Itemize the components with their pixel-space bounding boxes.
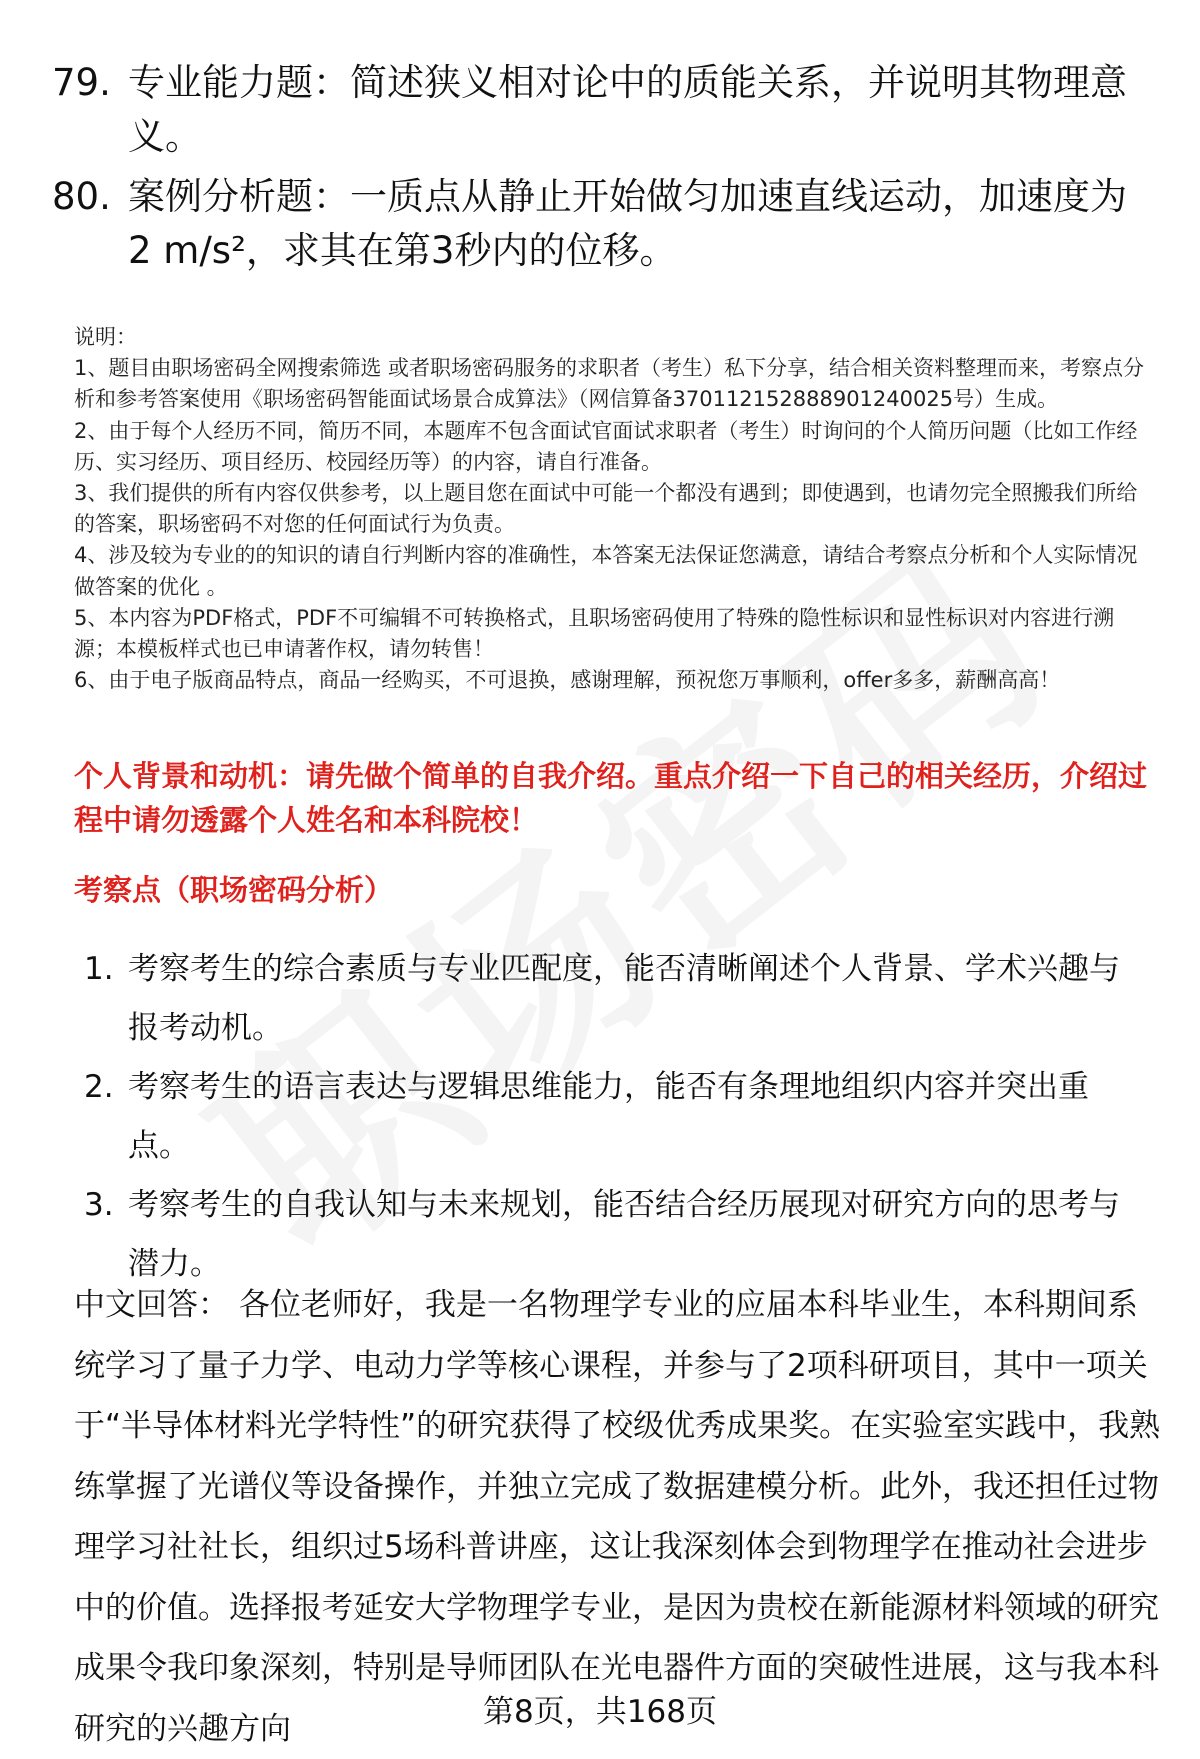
list-number: 3. xyxy=(84,1187,114,1223)
question-number: 80. xyxy=(52,175,111,218)
note-item: 1、题目由职场密码全网搜索筛选 或者职场密码服务的求职者（考生）私下分享，结合相关资料整理而来，考察点分析和参考答案使用《职场密码智能面试场景合成算法》（网信算备370112152888901240025号）生成。 xyxy=(74,356,1145,412)
section-heading: 个人背景和动机：请先做个简单的自我介绍。重点介绍一下自己的相关经历，介绍过程中请勿透露个人姓名和本科院校！ xyxy=(74,759,1148,837)
note-item: 2、由于每个人经历不同，简历不同，本题库不包含面试官面试求职者（考生）时询问的个人简历问题（比如工作经历、实习经历、项目经历、校园经历等）的内容，请自行准备。 xyxy=(74,418,1138,474)
list-item xyxy=(84,1058,1144,1176)
notes-title: 说明： xyxy=(74,325,137,349)
question-80 xyxy=(52,170,1132,278)
answer-paragraph: 中文回答： 各位老师好，我是一名物理学专业的应届本科毕业生，本科期间系统学习了量子力学、电动力学等核心课程，并参与了2项科研项目，其中一项关于“半导体材料光学特性”的研究获得了校级优秀成果奖。在实验室实践中，我熟练掌握了光谱仪等设备操作，并独立完成了数据建模分析。此外，我还担任过物理学习社社长，组织过5场科普讲座，这让我深刻体会到物理学在推动社会进步中的价值。选择报考延安大学物理学专业，是因为贵校在新能源材料领域的研究成果令我印象深刻，特别是导师团队在光电器件方面的突破性进展，这与我本科研究的兴趣方向 xyxy=(74,1287,1161,1747)
note-item: 5、本内容为PDF格式，PDF不可编辑不可转换格式，且职场密码使用了特殊的隐性标识和显性标识对内容进行溯源；本模板样式也已申请著作权，请勿转售！ xyxy=(74,605,1115,662)
question-79 xyxy=(52,56,1132,164)
question-text: 专业能力题：简述狭义相对论中的质能关系，并说明其物理意义。 xyxy=(128,61,1127,158)
note-item: 3、我们提供的所有内容仅供参考，以上题目您在面试中可能一个都没有遇到；即使遇到，也请勿完全照搬我们所给的答案，职场密码不对您的任何面试行为负责。 xyxy=(74,481,1138,537)
disclaimer-notes xyxy=(74,322,1154,696)
list-text: 考察考生的综合素质与专业匹配度，能否清晰阐述个人背景、学术兴趣与报考动机。 xyxy=(128,951,1120,1046)
list-number: 2. xyxy=(84,1069,114,1105)
list-text: 考察考生的自我认知与未来规划，能否结合经历展现对研究方向的思考与潜力。 xyxy=(128,1187,1120,1282)
note-item: 4、涉及较为专业的的知识的请自行判断内容的准确性，本答案无法保证您满意，请结合考察点分析和个人实际情况做答案的优化 。 xyxy=(74,543,1138,599)
list-text: 考察考生的语言表达与逻辑思维能力，能否有条理地组织内容并突出重点。 xyxy=(128,1069,1089,1164)
analysis-title: 考察点（职场密码分析） xyxy=(74,873,394,907)
page-footer: 第8页，共168页 xyxy=(483,1694,717,1730)
list-item xyxy=(84,940,1144,1058)
question-text: 案例分析题：一质点从静止开始做匀加速直线运动，加速度为2 m/s²，求其在第3秒内的位移。 xyxy=(128,175,1127,272)
question-number: 79. xyxy=(52,61,111,104)
analysis-list xyxy=(84,940,1144,1294)
note-item: 6、由于电子版商品特点，商品一经购买，不可退换，感谢理解，预祝您万事顺利，offer多多，薪酬高高！ xyxy=(74,668,1061,693)
list-number: 1. xyxy=(84,951,114,987)
